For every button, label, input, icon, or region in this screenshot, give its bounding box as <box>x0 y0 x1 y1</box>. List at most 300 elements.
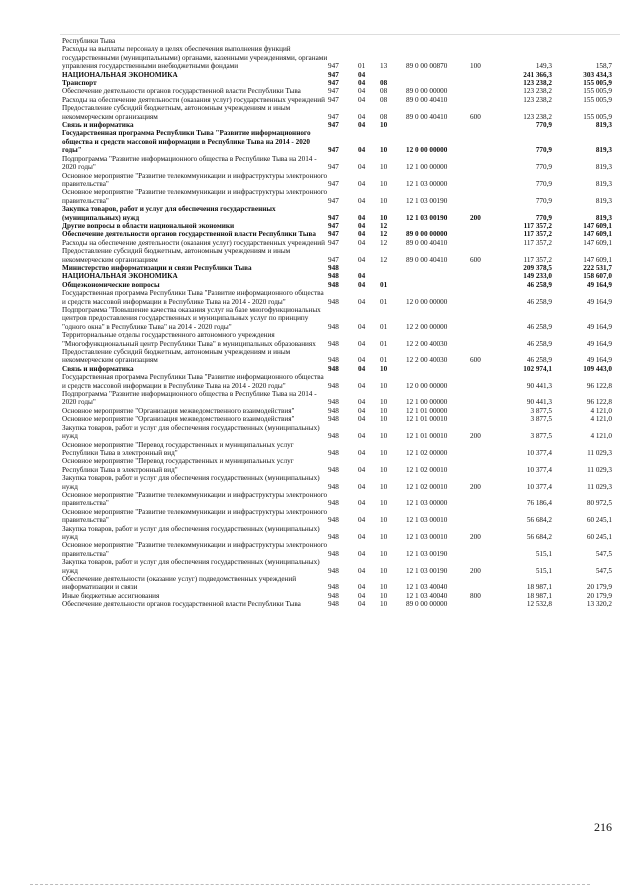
row-ved-code: 948 <box>328 356 339 365</box>
row-expense-type: 600 <box>470 255 481 264</box>
row-expense-type: 200 <box>470 532 481 541</box>
row-expense-type <box>470 264 500 272</box>
row-expense-type <box>470 306 500 331</box>
row-section-code <box>358 37 380 45</box>
row-name: Обеспечение деятельности органов государственной власти Республики Тыва <box>62 600 301 609</box>
row-name: Государственная программа Республики Тыва "Развитие информационного общества и средств массовой информации в Республике Тыва на 2014 - 2020 годы" <box>62 129 311 155</box>
row-expense-type <box>470 230 500 238</box>
table-row <box>62 457 612 474</box>
row-target-article <box>406 71 470 79</box>
table-row <box>62 525 612 542</box>
row-ved-code: 947 <box>328 79 339 88</box>
row-subsection-code: 10 <box>380 465 388 474</box>
table-row <box>62 373 612 390</box>
row-section-code: 04 <box>358 364 366 373</box>
row-name: Расходы на выплаты персоналу в целях обеспечения выполнения функций государственными (муниципальными) органами, казенными учреждениями, органами управления государственными внебюджетными фондами <box>62 45 328 71</box>
row-amount-year2: 147 609,1 <box>583 221 612 230</box>
row-amount-year2: 819,3 <box>595 163 612 172</box>
row-amount-year1: 46 258,9 <box>526 297 552 306</box>
row-section-code: 04 <box>358 230 366 239</box>
row-amount-year1: 241 366,3 <box>523 70 552 79</box>
row-name: Основное мероприятие "Организация межведомственного взаимодействия" <box>62 406 295 415</box>
row-section-code: 04 <box>358 356 366 365</box>
row-expense-type: 100 <box>470 62 481 71</box>
row-expense-type <box>470 508 500 525</box>
row-amount-year2: 96 122,8 <box>586 398 612 407</box>
row-target-article: 12 1 03 00000 <box>406 179 448 188</box>
row-amount-year1: 18 987,1 <box>526 591 552 600</box>
row-section-code: 04 <box>358 95 366 104</box>
row-amount-year1: 209 378,5 <box>523 263 552 272</box>
row-subsection-code: 10 <box>380 432 388 441</box>
row-target-article: 12 1 03 00010 <box>406 532 448 541</box>
row-section-code: 04 <box>358 549 366 558</box>
row-amount-year1: 102 974,1 <box>523 364 552 373</box>
row-target-article: 12 1 00 00000 <box>406 398 448 407</box>
table-row <box>62 37 612 45</box>
row-target-article: 12 0 00 00000 <box>406 146 448 155</box>
row-expense-type: 800 <box>470 591 481 600</box>
row-amount-year1: 46 258,9 <box>526 280 552 289</box>
row-name: Основное мероприятие "Развитие телекоммуникации и инфраструктуры электронного правительства" <box>62 541 328 558</box>
table-row <box>62 365 612 373</box>
row-amount-year2: 819,3 <box>595 121 612 130</box>
row-section-code: 04 <box>358 221 366 230</box>
row-subsection-code: 12 <box>380 238 388 247</box>
row-ved-code: 947 <box>328 112 339 121</box>
row-expense-type <box>470 457 500 474</box>
row-ved-code: 948 <box>328 583 339 592</box>
row-expense-type: 200 <box>470 482 481 491</box>
table-row <box>62 541 612 558</box>
row-amount-year2: 155 005,9 <box>583 112 612 121</box>
budget-table <box>62 37 612 609</box>
row-ved-code: 947 <box>328 70 339 79</box>
row-target-article: 12 1 03 00190 <box>406 566 448 575</box>
row-amount-year2: 60 245,1 <box>586 516 612 525</box>
row-section-code: 04 <box>358 499 366 508</box>
row-target-article: 12 1 03 00190 <box>406 549 448 558</box>
row-subsection-code: 10 <box>380 499 388 508</box>
scan-edge-line <box>60 34 620 35</box>
row-name: Основное мероприятие "Развитие телекоммуникации и инфраструктуры электронного правительства" <box>62 490 328 508</box>
row-expense-type <box>470 289 500 306</box>
row-ved-code: 947 <box>328 221 339 230</box>
row-target-article: 89 0 00 40410 <box>406 255 448 264</box>
row-section-code: 04 <box>358 339 366 348</box>
row-amount-year2: 158,7 <box>595 62 612 71</box>
row-amount-year2: 11 029,3 <box>587 482 612 491</box>
row-amount-year2: 819,3 <box>595 179 612 188</box>
row-target-article: 89 0 00 40410 <box>406 112 448 121</box>
row-section-code: 04 <box>358 79 366 88</box>
row-amount-year1: 117 357,2 <box>523 230 552 239</box>
row-name: Подпрограмма "Развитие информационного общества в Республике Тыва на 2014 - 2020 годы" <box>62 154 317 172</box>
row-amount-year1: 770,9 <box>535 179 552 188</box>
row-target-article <box>406 79 470 87</box>
row-subsection-code: 10 <box>380 532 388 541</box>
row-subsection-code: 01 <box>380 322 388 331</box>
row-amount-year2: 147 609,1 <box>583 230 612 239</box>
table-row <box>62 424 612 441</box>
row-expense-type <box>470 541 500 558</box>
row-ved-code: 947 <box>328 230 339 239</box>
row-section-code: 04 <box>358 272 366 281</box>
row-name: Государственная программа Республики Тыва "Развитие информационного общества и средств массовой информации в Республике Тыва на 2014 - 2020 годы" <box>62 289 324 306</box>
row-amount-year2: 222 531,7 <box>583 263 612 272</box>
row-amount-year2: 158 607,0 <box>583 272 612 281</box>
row-section-code: 04 <box>358 448 366 457</box>
row-name: Закупка товаров, работ и услуг для обеспечения государственных (муниципальных) нужд <box>62 474 320 491</box>
row-amount-year1: 117 357,2 <box>523 255 552 264</box>
row-target-article <box>406 264 470 272</box>
row-amount-year2: 109 443,0 <box>583 364 612 373</box>
row-section-code: 04 <box>358 238 366 247</box>
row-name: Обеспечение деятельности (оказание услуг) подведомственных учреждений информатизации и связи <box>62 575 297 592</box>
row-name: Транспорт <box>62 79 97 88</box>
row-expense-type <box>470 415 500 423</box>
row-amount-year2: 49 164,9 <box>586 297 612 306</box>
row-amount-year1: 149 233,0 <box>523 272 552 281</box>
row-amount-year1: 770,9 <box>535 146 552 155</box>
row-amount-year1: 90 441,3 <box>526 398 552 407</box>
row-section-code: 04 <box>358 432 366 441</box>
row-amount-year2: 155 005,9 <box>583 87 612 96</box>
row-amount-year2: 13 320,2 <box>586 600 612 609</box>
row-ved-code: 948 <box>328 432 339 441</box>
row-target-article <box>406 281 470 289</box>
row-name: Закупка товаров, работ и услуг для обеспечения государственных (муниципальных) нужд <box>62 205 276 222</box>
row-section-code: 04 <box>358 163 366 172</box>
table-row <box>62 474 612 491</box>
row-subsection-code: 13 <box>380 62 388 71</box>
row-subsection-code: 10 <box>380 381 388 390</box>
row-amount-year2: 49 164,9 <box>586 280 612 289</box>
row-target-article: 12 1 01 00000 <box>406 406 448 415</box>
row-amount-year2: 96 122,8 <box>586 381 612 390</box>
row-target-article: 12 1 00 00000 <box>406 163 448 172</box>
row-target-article: 12 1 03 00190 <box>406 196 448 205</box>
row-amount-year1: 3 877,5 <box>530 432 552 441</box>
row-target-article: 12 1 02 00000 <box>406 448 448 457</box>
row-amount-year2: 303 434,3 <box>583 70 612 79</box>
row-expense-type: 200 <box>470 213 481 222</box>
row-ved-code: 948 <box>328 322 339 331</box>
table-row <box>62 205 612 222</box>
row-amount-year1: 123 238,2 <box>523 95 552 104</box>
row-amount-year1: 3 877,5 <box>530 406 552 415</box>
row-subsection-code: 10 <box>380 196 388 205</box>
row-ved-code: 947 <box>328 146 339 155</box>
row-amount-year1: 76 186,4 <box>526 499 552 508</box>
row-subsection-code: 10 <box>380 179 388 188</box>
row-ved-code: 947 <box>328 255 339 264</box>
row-section-code: 04 <box>358 398 366 407</box>
row-ved-code: 947 <box>328 213 339 222</box>
row-ved-code: 947 <box>328 179 339 188</box>
row-target-article: 12 1 01 00010 <box>406 415 448 424</box>
table-row <box>62 239 612 247</box>
row-amount-year1: 770,9 <box>535 121 552 130</box>
page-number: 216 <box>594 820 612 834</box>
row-ved-code: 947 <box>328 95 339 104</box>
row-expense-type: 200 <box>470 566 481 575</box>
row-amount-year2: 4 121,0 <box>590 432 612 441</box>
row-amount-year1: 46 258,9 <box>526 339 552 348</box>
table-row <box>62 155 612 172</box>
row-name: Связь и информатика <box>62 121 134 130</box>
row-section-code: 04 <box>358 121 366 130</box>
row-name: Основное мероприятие "Развитие телекоммуникации и инфраструктуры электронного правительства" <box>62 188 328 205</box>
table-row <box>62 222 612 230</box>
row-section-code: 04 <box>358 600 366 609</box>
row-subsection-code: 08 <box>380 87 388 96</box>
row-ved-code: 948 <box>328 415 339 424</box>
row-expense-type <box>470 79 500 87</box>
row-ved-code <box>328 37 358 45</box>
table-row <box>62 600 612 608</box>
row-name: Территориальные отделы государственного автономного учреждения "Многофункциональный центр Республики Тыва" в муниципальных образованиях <box>62 331 316 348</box>
row-target-article <box>406 272 470 280</box>
row-ved-code: 948 <box>328 280 339 289</box>
row-expense-type <box>470 491 500 508</box>
row-expense-type: 600 <box>470 356 481 365</box>
row-expense-type: 200 <box>470 432 481 441</box>
row-target-article: 89 0 00 00000 <box>406 230 448 239</box>
table-row <box>62 558 612 575</box>
row-ved-code: 948 <box>328 532 339 541</box>
row-subsection-code: 08 <box>380 112 388 121</box>
row-section-code: 04 <box>358 179 366 188</box>
table-row <box>62 121 612 129</box>
row-ved-code: 948 <box>328 398 339 407</box>
row-subsection-code: 08 <box>380 79 388 88</box>
row-expense-type <box>470 121 500 129</box>
row-amount-year1: 117 357,2 <box>523 238 552 247</box>
row-subsection-code: 10 <box>380 448 388 457</box>
row-amount-year1: 12 532,8 <box>526 600 552 609</box>
row-ved-code: 948 <box>328 549 339 558</box>
row-ved-code: 947 <box>328 62 339 71</box>
row-section-code: 04 <box>358 280 366 289</box>
table-row <box>62 491 612 508</box>
row-section-code: 04 <box>358 255 366 264</box>
row-amount-year2: 547,5 <box>595 566 612 575</box>
row-section-code: 04 <box>358 482 366 491</box>
row-target-article: 12 1 03 00000 <box>406 499 448 508</box>
row-expense-type <box>470 373 500 390</box>
row-section-code: 04 <box>358 381 366 390</box>
row-expense-type <box>470 96 500 104</box>
table-row <box>62 87 612 95</box>
row-ved-code: 948 <box>328 406 339 415</box>
table-row <box>62 592 612 600</box>
row-subsection-code: 10 <box>380 415 388 424</box>
row-subsection-code: 10 <box>380 121 388 130</box>
table-row <box>62 230 612 238</box>
row-name: Закупка товаров, работ и услуг для обеспечения государственных (муниципальных) нужд <box>62 524 320 541</box>
row-name: Государственная программа Республики Тыва "Развитие информационного общества и средств массовой информации в Республике Тыва на 2014 - 2020 годы" <box>62 373 324 390</box>
row-subsection-code: 10 <box>380 406 388 415</box>
row-section-code: 04 <box>358 591 366 600</box>
row-amount-year2: 819,3 <box>595 196 612 205</box>
row-amount-year2: 11 029,3 <box>587 465 612 474</box>
row-subsection-code <box>380 264 406 272</box>
row-amount-year2: 80 972,5 <box>586 499 612 508</box>
table-row <box>62 390 612 407</box>
row-name: Расходы на обеспечение деятельности (оказания услуг) государственных учреждений <box>62 238 325 247</box>
row-ved-code: 947 <box>328 87 339 96</box>
row-name: НАЦИОНАЛЬНАЯ ЭКОНОМИКА <box>62 70 178 79</box>
row-amount-year2: 4 121,0 <box>590 415 612 424</box>
row-subsection-code: 01 <box>380 297 388 306</box>
table-row <box>62 508 612 525</box>
row-amount-year1: 10 377,4 <box>526 482 552 491</box>
row-amount-year2: 155 005,9 <box>583 79 612 88</box>
row-section-code: 04 <box>358 146 366 155</box>
row-ved-code: 947 <box>328 163 339 172</box>
row-expense-type <box>470 575 500 592</box>
row-target-article: 89 0 00 00000 <box>406 600 448 609</box>
row-target-article: 89 0 00 40410 <box>406 238 448 247</box>
row-target-article: 12 0 00 00000 <box>406 297 448 306</box>
row-subsection-code: 10 <box>380 549 388 558</box>
row-target-article <box>406 121 470 129</box>
row-amount-year1: 56 684,2 <box>526 516 552 525</box>
row-section-code: 04 <box>358 213 366 222</box>
row-name: Министерство информатизации и связи Республики Тыва <box>62 263 252 272</box>
row-subsection-code: 12 <box>380 230 388 239</box>
row-name: Обеспечение деятельности органов государственной власти Республики Тыва <box>62 87 301 96</box>
row-subsection-code <box>380 71 406 79</box>
row-name: Закупка товаров, работ и услуг для обеспечения государственных (муниципальных) нужд <box>62 423 320 441</box>
row-amount-year2 <box>552 37 612 45</box>
row-expense-type <box>470 222 500 230</box>
row-target-article: 12 0 00 00000 <box>406 381 448 390</box>
row-amount-year1 <box>500 37 552 45</box>
table-row <box>62 247 612 264</box>
row-target-article: 12 1 03 40040 <box>406 591 448 600</box>
row-target-article <box>406 365 470 373</box>
row-ved-code: 947 <box>328 121 339 130</box>
row-ved-code: 948 <box>328 297 339 306</box>
row-amount-year1: 515,1 <box>535 549 552 558</box>
row-amount-year1: 46 258,9 <box>526 322 552 331</box>
table-row <box>62 348 612 365</box>
row-target-article: 12 1 02 00010 <box>406 465 448 474</box>
row-expense-type <box>470 272 500 280</box>
row-amount-year2: 49 164,9 <box>586 356 612 365</box>
row-subsection-code: 01 <box>380 339 388 348</box>
row-amount-year2: 547,5 <box>595 549 612 558</box>
row-ved-code: 948 <box>328 499 339 508</box>
row-name: Основное мероприятие "Развитие телекоммуникации и инфраструктуры электронного правительства" <box>62 507 328 525</box>
row-target-article: 12 1 03 00010 <box>406 516 448 525</box>
row-name: Предоставление субсидий бюджетным, автономным учреждениям и иным некоммерческим организациям <box>62 348 291 365</box>
row-amount-year2: 60 245,1 <box>586 532 612 541</box>
row-subsection-code: 10 <box>380 482 388 491</box>
row-name: Закупка товаров, работ и услуг для обеспечения государственных (муниципальных) нужд <box>62 558 320 575</box>
row-expense-type <box>470 71 500 79</box>
table-row <box>62 306 612 331</box>
row-amount-year2: 147 609,1 <box>583 238 612 247</box>
row-section-code: 04 <box>358 532 366 541</box>
row-amount-year1: 3 877,5 <box>530 415 552 424</box>
row-subsection-code: 10 <box>380 516 388 525</box>
row-expense-type <box>470 129 500 154</box>
row-target-article: 12 2 00 40030 <box>406 356 448 365</box>
row-expense-type <box>470 155 500 172</box>
row-amount-year1: 123 238,2 <box>523 79 552 88</box>
row-expense-type <box>470 281 500 289</box>
row-subsection-code: 10 <box>380 398 388 407</box>
row-section-code: 04 <box>358 196 366 205</box>
row-name: Основное мероприятие "Организация межведомственного взаимодействия" <box>62 415 295 424</box>
row-amount-year1: 123 238,2 <box>523 112 552 121</box>
table-row <box>62 441 612 458</box>
row-target-article: 12 2 00 40030 <box>406 339 448 348</box>
row-expense-type <box>470 441 500 458</box>
row-expense-type: 600 <box>470 112 481 121</box>
row-amount-year2: 4 121,0 <box>590 406 612 415</box>
row-subsection-code: 12 <box>380 221 388 230</box>
row-expense-type <box>470 600 500 608</box>
row-amount-year2: 20 179,9 <box>586 583 612 592</box>
row-amount-year1: 123 238,2 <box>523 87 552 96</box>
row-amount-year2: 49 164,9 <box>586 339 612 348</box>
table-row <box>62 575 612 592</box>
row-amount-year2: 147 609,1 <box>583 255 612 264</box>
row-amount-year2: 155 005,9 <box>583 95 612 104</box>
row-ved-code: 948 <box>328 448 339 457</box>
row-amount-year1: 770,9 <box>535 196 552 205</box>
row-name: Подпрограмма "Развитие информационного общества в Республике Тыва на 2014 - 2020 годы" <box>62 390 317 407</box>
row-amount-year2: 819,3 <box>595 146 612 155</box>
row-expense-type <box>470 407 500 415</box>
row-amount-year1: 770,9 <box>535 163 552 172</box>
table-row <box>62 104 612 121</box>
row-name: Предоставление субсидий бюджетным, автономным учреждениям и иным некоммерческим организациям <box>62 247 291 264</box>
row-subsection-code: 10 <box>380 213 388 222</box>
row-amount-year1: 10 377,4 <box>526 465 552 474</box>
row-section-code: 04 <box>358 406 366 415</box>
row-name: Подпрограмма "Повышение качества оказания услуг на базе многофункциональных центров предоставления государственных и муниципальных услуг по принципу "одного окна" в Республике Тыва" на 2014 - 2020 годы" <box>62 306 321 331</box>
table-row <box>62 71 612 79</box>
row-expense-type <box>470 188 500 205</box>
row-subsection-code: 01 <box>380 356 388 365</box>
row-ved-code: 948 <box>328 465 339 474</box>
row-amount-year2: 49 164,9 <box>586 322 612 331</box>
row-target-article: 12 1 01 00010 <box>406 432 448 441</box>
row-section-code: 04 <box>358 297 366 306</box>
row-section-code: 04 <box>358 566 366 575</box>
row-name: Общеэкономические вопросы <box>62 280 160 289</box>
row-name: Предоставление субсидий бюджетным, автономным учреждениям и иным некоммерческим организациям <box>62 104 291 121</box>
table-row <box>62 79 612 87</box>
table-row <box>62 407 612 415</box>
table-row <box>62 188 612 205</box>
row-subsection-code: 10 <box>380 566 388 575</box>
row-expense-type <box>470 390 500 407</box>
row-section-code: 04 <box>358 87 366 96</box>
table-row <box>62 331 612 348</box>
row-amount-year1: 149,3 <box>535 62 552 71</box>
row-ved-code: 948 <box>328 339 339 348</box>
row-name: Республики Тыва <box>62 37 116 45</box>
table-row <box>62 45 612 70</box>
row-subsection-code <box>380 37 406 45</box>
row-subsection-code: 10 <box>380 591 388 600</box>
